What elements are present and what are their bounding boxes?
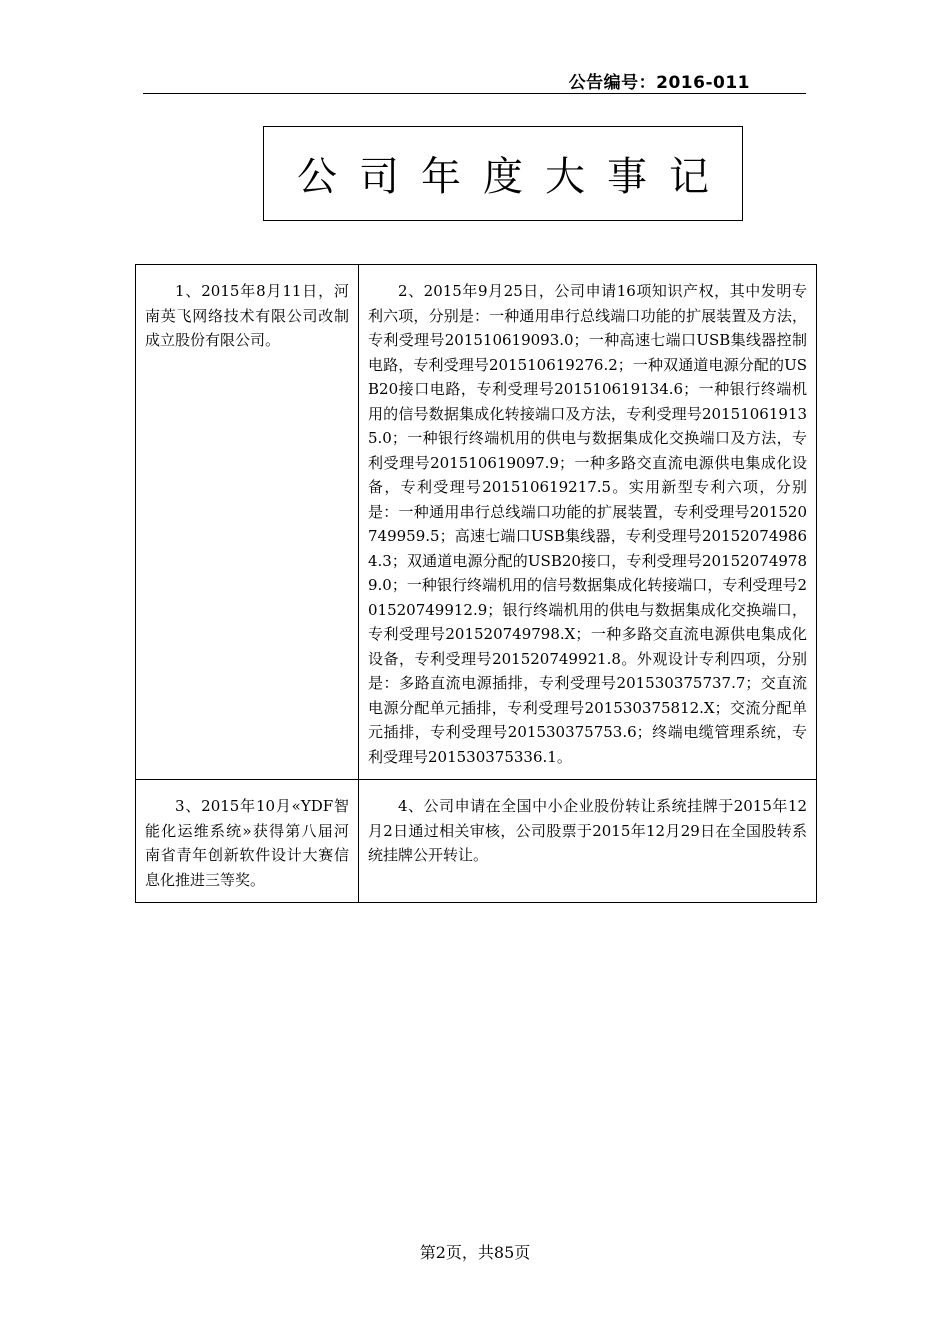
title-box	[263, 126, 743, 221]
event-cell-3: 3、2015年10月«YDF智能化运维系统»获得第八届河南省青年创新软件设计大赛信息化推进三等奖。	[136, 780, 359, 903]
event-cell-2: 2、2015年9月25日，公司申请16项知识产权，其中发明专利六项，分别是：一种通用串行总线端口功能的扩展装置及方法，专利受理号201510619093.0；一种高速七端口USB集线器控制电路，专利受理号201510619276.2；一种双通道电源分配的USB20接口电路，专利受理号201510619134.6；一种银行终端机用的信号数据集成化转接端口及方法，专利受理号201510619135.0；一种银行终端机用的供电与数据集成化交换端口及方法，专利受理号201510619097.9；一种多路交直流电源供电集成化设备，专利受理号201510619217.5。实用新型专利六项，分别是：一种通用串行总线端口功能的扩展装置，专利受理号201520749959.5；高速七端口USB集线器，专利受理号201520749864.3；双通道电源分配的USB20接口，专利受理号201520749789.0；一种银行终端机用的信号数据集成化转接端口，专利受理号201520749912.9；银行终端机用的供电与数据集成化交换端口，专利受理号201520749798.X；一种多路交直流电源供电集成化设备，专利受理号201520749921.8。外观设计专利四项，分别是：多路直流电源插排，专利受理号201530375737.7；交直流电源分配单元插排，专利受理号201530375812.X；交流分配单元插排，专利受理号201530375753.6；终端电缆管理系统，专利受理号201530375336.1。	[359, 265, 817, 780]
table-row	[136, 265, 817, 780]
table-row	[136, 780, 817, 903]
event-cell-1: 1、2015年8月11日，河南英飞网络技术有限公司改制成立股份有限公司。	[136, 265, 359, 780]
header-divider	[143, 93, 806, 94]
page-number: 第2页，共85页	[419, 1243, 531, 1262]
announcement-code: 公告编号：2016-011	[568, 73, 750, 93]
events-table	[135, 264, 817, 903]
page-title: 公司年度大事记	[297, 154, 731, 200]
event-cell-4: 4、公司申请在全国中小企业股份转让系统挂牌于2015年12月2日通过相关审核，公司股票于2015年12月29日在全国股转系统挂牌公开转让。	[359, 780, 817, 903]
